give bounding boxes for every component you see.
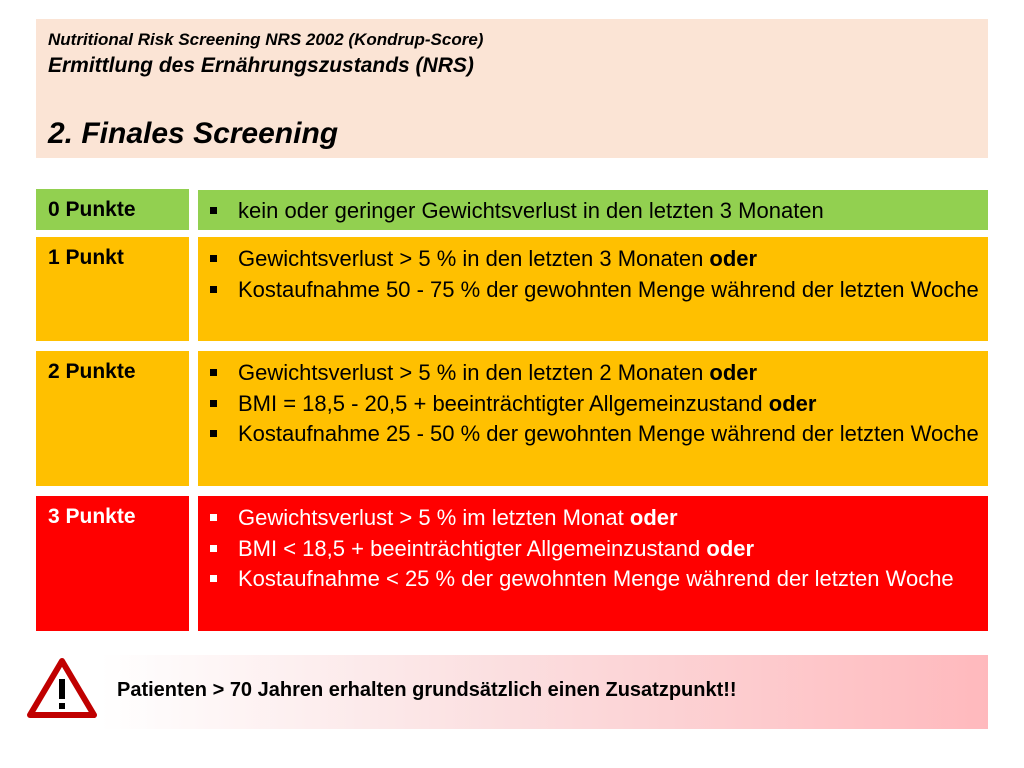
bullet-icon bbox=[210, 369, 217, 376]
criteria-text: BMI < 18,5 + beeinträchtigter Allgemeinzustand bbox=[238, 535, 707, 561]
conjunction: oder bbox=[768, 390, 817, 416]
bullet-icon bbox=[210, 255, 217, 262]
criteria-text: Gewichtsverlust > 5 % in den letzten 2 Monaten bbox=[238, 360, 710, 385]
criteria-item bbox=[210, 275, 988, 306]
criteria-text: Kostaufnahme < 25 % der gewohnten Menge während der letzten Woche bbox=[238, 566, 954, 591]
criteria-item bbox=[210, 244, 988, 275]
criteria-box-0 bbox=[198, 190, 988, 230]
warning-triangle-icon bbox=[26, 657, 98, 719]
criteria-text: Gewichtsverlust > 5 % in den letzten 3 Monaten bbox=[238, 246, 710, 271]
bullet-icon bbox=[210, 286, 217, 293]
bullet-icon bbox=[210, 514, 217, 521]
criteria-box-2 bbox=[198, 351, 988, 486]
bullet-icon bbox=[210, 430, 217, 437]
score-label-0: 0 Punkte bbox=[36, 189, 189, 230]
criteria-text: Kostaufnahme 50 - 75 % der gewohnten Menge während der letzten Woche bbox=[238, 276, 979, 302]
bullet-icon bbox=[210, 575, 217, 582]
criteria-item bbox=[210, 196, 988, 227]
criteria-item bbox=[210, 564, 988, 595]
conjunction: oder bbox=[706, 535, 755, 561]
notice-text: Patienten > 70 Jahren erhalten grundsätzlich einen Zusatzpunkt!! bbox=[117, 679, 737, 701]
score-label-2: 2 Punkte bbox=[36, 351, 189, 486]
criteria-box-3 bbox=[198, 496, 988, 631]
criteria-text: kein oder geringer Gewichtsverlust in den letzten 3 Monaten bbox=[238, 198, 824, 223]
criteria-text: Gewichtsverlust > 5 % im letzten Monat bbox=[238, 505, 630, 530]
criteria-text: BMI = 18,5 - 20,5 + beeinträchtigter Allgemeinzustand bbox=[238, 390, 769, 416]
criteria-item bbox=[210, 358, 988, 389]
header-subtitle: Nutritional Risk Screening NRS 2002 (Kondrup-Score) bbox=[48, 30, 484, 49]
bullet-icon bbox=[210, 207, 217, 214]
header-panel bbox=[36, 19, 988, 158]
bullet-icon bbox=[210, 400, 217, 407]
score-label-1: 1 Punkt bbox=[36, 237, 189, 341]
criteria-box-1 bbox=[198, 237, 988, 341]
criteria-item bbox=[210, 534, 988, 565]
header-heading: Ermittlung des Ernährungszustands (NRS) bbox=[48, 54, 474, 77]
criteria-item bbox=[210, 419, 988, 450]
bullet-icon bbox=[210, 545, 217, 552]
criteria-item bbox=[210, 389, 988, 420]
page-title: 2. Finales Screening bbox=[48, 117, 339, 150]
criteria-item bbox=[210, 503, 988, 534]
conjunction: oder bbox=[709, 246, 758, 271]
conjunction: oder bbox=[629, 505, 678, 530]
conjunction: oder bbox=[709, 360, 758, 385]
notice-banner bbox=[100, 655, 988, 729]
criteria-text: Kostaufnahme 25 - 50 % der gewohnten Menge während der letzten Woche bbox=[238, 421, 979, 446]
score-label-3: 3 Punkte bbox=[36, 496, 189, 631]
